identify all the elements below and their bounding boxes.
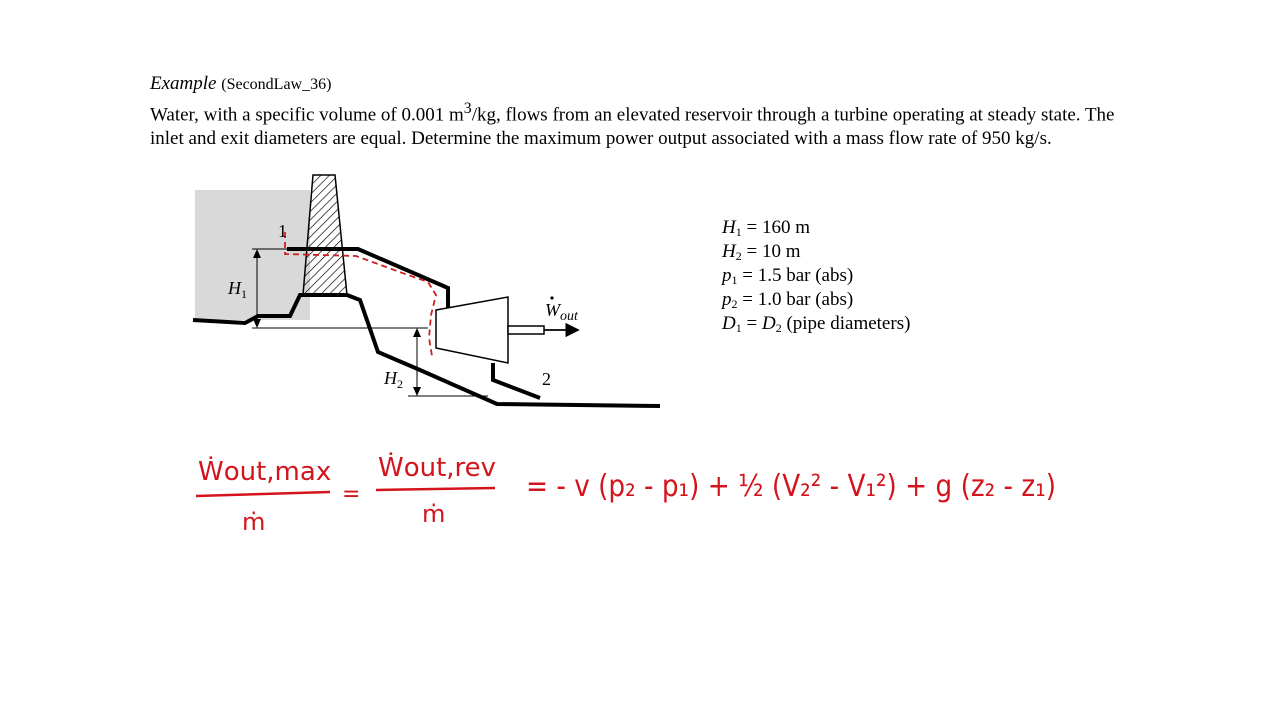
example-title [150,72,1140,97]
hw-lhs-denominator: ṁ [242,508,266,536]
handwritten-equation [190,438,1070,548]
hw-equals-1: = [342,482,361,507]
problem-text-part1: Water, with a specific volume of 0.001 m [150,104,464,126]
problem-text-part2: /kg, flows from an elevated reservoir through a turbine operating at steady state. The inlet and exit diameters are equal. Determine the maximum power output associated with a mass flow rate of 950 kg/s. [150,104,1115,150]
w-dot-icon [550,296,553,299]
label-h1: $H_1$ [228,278,247,301]
given-diameters: $D_1 = D_2$ (pipe diameters) [722,313,911,335]
turbine-shaft [508,326,544,334]
label-w-out: $W_{out}$ [545,300,578,324]
label-outlet: 2 [542,369,551,389]
given-h1: $H_1 = 160$ m [722,217,810,239]
problem-text [150,97,1140,151]
hw-lhs-fraction-bar [196,492,330,496]
label-h2: $H_2$ [384,368,403,391]
exit-pipe [493,363,540,398]
example-title-word: Example [150,73,217,94]
problem-text-superscript: 3 [463,100,472,117]
label-inlet: 1 [278,221,287,241]
reservoir-water [195,190,310,320]
given-p1: $p_1 = 1.5$ bar (abs) [722,265,854,287]
hydro-turbine-diagram [190,170,670,415]
h2-arrow-down [413,387,421,396]
given-p2: $p_2 = 1.0$ bar (abs) [722,289,854,311]
hw-mid-fraction-bar [376,488,495,490]
problem-statement [150,72,1140,151]
given-h2: $H_2 = 10$ m [722,241,801,263]
hw-rhs: = - v (p₂ - p₁) + ½ (V₂² - V₁²) + g (z₂ - z₁) [526,469,1056,504]
hw-mid-denominator: ṁ [422,500,446,528]
example-title-id: (SecondLaw_36) [221,76,332,93]
h2-arrow-up [413,328,421,337]
given-values [722,216,910,336]
hw-mid-numerator: Ẇout,rev [378,453,497,483]
h1-arrow-down [253,319,261,328]
hw-lhs-numerator: Ẇout,max [198,457,332,487]
